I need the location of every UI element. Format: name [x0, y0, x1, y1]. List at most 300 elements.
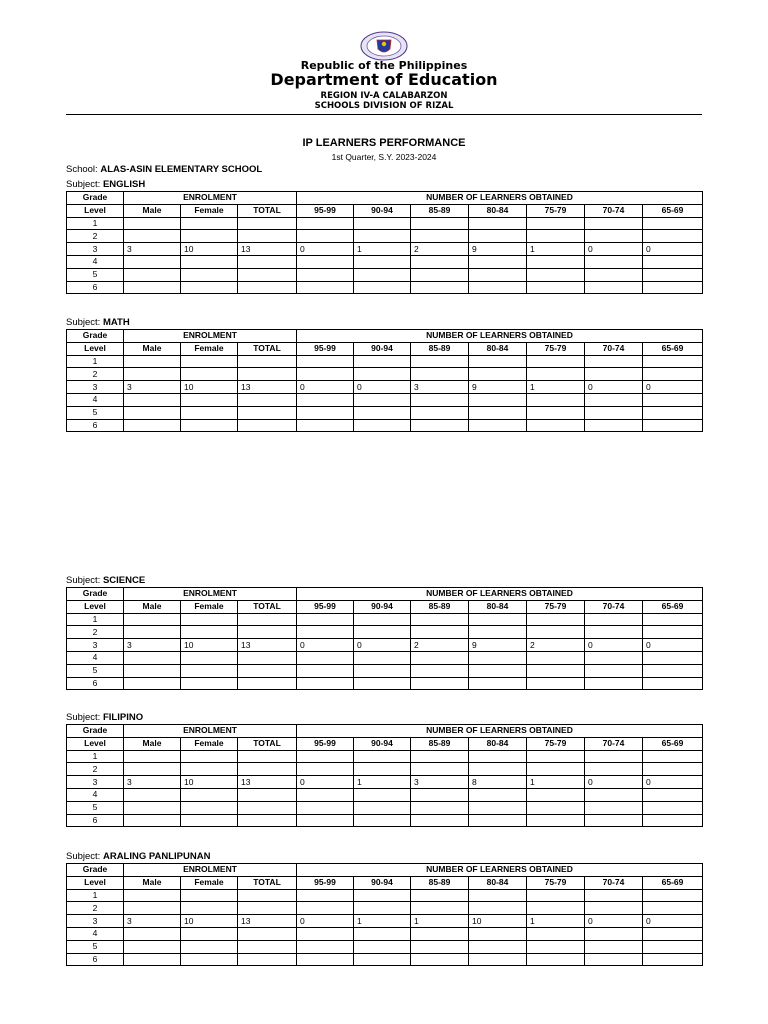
table-cell [297, 927, 354, 940]
table-cell [527, 626, 585, 639]
enrolment-header: ENROLMENT [124, 864, 297, 877]
grade-level-cell: 6 [67, 953, 124, 966]
table-cell [354, 750, 411, 763]
grade-level-cell: 4 [67, 393, 124, 406]
table-cell: 9 [469, 243, 527, 256]
table-cell: 3 [124, 915, 181, 928]
table-cell [297, 255, 354, 268]
table-cell [411, 368, 469, 381]
table-cell [238, 268, 297, 281]
level-header: Level [67, 204, 124, 217]
table-cell [238, 406, 297, 419]
table-cell [124, 368, 181, 381]
table-cell [585, 368, 643, 381]
table-cell: 0 [643, 243, 703, 256]
grade-level-cell: 5 [67, 406, 124, 419]
table-cell [238, 889, 297, 902]
table-cell [297, 677, 354, 690]
table-cell: 2 [411, 639, 469, 652]
total-header: TOTAL [238, 737, 297, 750]
grade-level-cell: 1 [67, 355, 124, 368]
table-cell [181, 801, 238, 814]
table-cell: 13 [238, 243, 297, 256]
table-cell [297, 281, 354, 294]
table-cell: 3 [411, 776, 469, 789]
table-cell [181, 664, 238, 677]
range-header: 70-74 [585, 342, 643, 355]
performance-table [66, 724, 703, 827]
division-heading: SCHOOLS DIVISION OF RIZAL [314, 101, 454, 111]
table-cell [469, 814, 527, 827]
table-cell [411, 889, 469, 902]
table-cell: 1 [527, 243, 585, 256]
table-cell [124, 763, 181, 776]
table-cell [411, 763, 469, 776]
male-header: Male [124, 876, 181, 889]
table-cell [411, 902, 469, 915]
table-cell [469, 801, 527, 814]
table-cell: 0 [585, 381, 643, 394]
grade-level-cell: 2 [67, 763, 124, 776]
republic-heading: Republic of the Philippines [300, 59, 468, 72]
table-cell: 0 [643, 381, 703, 394]
table-cell [181, 677, 238, 690]
table-cell [354, 677, 411, 690]
table-cell [238, 419, 297, 432]
table-row [67, 953, 703, 966]
female-header: Female [181, 342, 238, 355]
table-cell [527, 255, 585, 268]
table-header-row [67, 600, 703, 613]
range-header: 85-89 [411, 204, 469, 217]
table-cell [297, 626, 354, 639]
table-cell: 10 [469, 915, 527, 928]
table-cell [643, 613, 703, 626]
table-cell: 1 [527, 915, 585, 928]
table-cell [643, 406, 703, 419]
subject-line [66, 575, 145, 586]
table-cell [643, 664, 703, 677]
table-cell [411, 664, 469, 677]
table-row [67, 776, 703, 789]
table-row [67, 814, 703, 827]
table-cell [585, 801, 643, 814]
table-cell [297, 889, 354, 902]
grade-level-cell: 6 [67, 419, 124, 432]
grade-level-cell: 3 [67, 243, 124, 256]
table-cell: 0 [354, 639, 411, 652]
table-cell [411, 355, 469, 368]
school-name: ALAS-ASIN ELEMENTARY SCHOOL [100, 164, 263, 175]
table-row [67, 393, 703, 406]
table-cell: 13 [238, 915, 297, 928]
table-cell [238, 677, 297, 690]
table-cell [124, 902, 181, 915]
table-cell [643, 927, 703, 940]
table-cell [643, 355, 703, 368]
table-cell [354, 368, 411, 381]
table-row [67, 406, 703, 419]
subject-name: ARALING PANLIPUNAN [102, 851, 211, 862]
table-cell: 9 [469, 381, 527, 394]
table-header-row [67, 737, 703, 750]
table-cell [124, 419, 181, 432]
table-cell [181, 419, 238, 432]
table-cell [411, 651, 469, 664]
grade-level-cell: 2 [67, 626, 124, 639]
table-cell [469, 927, 527, 940]
table-cell [124, 750, 181, 763]
table-cell [469, 664, 527, 677]
table-cell [297, 406, 354, 419]
table-cell [643, 750, 703, 763]
table-cell [643, 902, 703, 915]
table-cell [585, 355, 643, 368]
table-cell [585, 750, 643, 763]
enrolment-header: ENROLMENT [124, 330, 297, 343]
table-row [67, 626, 703, 639]
table-cell [297, 940, 354, 953]
table-cell [181, 393, 238, 406]
table-cell [643, 763, 703, 776]
table-cell [181, 953, 238, 966]
table-cell [238, 255, 297, 268]
grade-level-cell: 6 [67, 814, 124, 827]
table-cell [181, 940, 238, 953]
table-cell: 9 [469, 639, 527, 652]
table-cell [124, 281, 181, 294]
table-cell [411, 230, 469, 243]
table-cell: 10 [181, 381, 238, 394]
table-cell [527, 393, 585, 406]
table-cell [469, 788, 527, 801]
female-header: Female [181, 737, 238, 750]
grade-level-cell: 2 [67, 368, 124, 381]
table-cell [643, 368, 703, 381]
table-cell [585, 664, 643, 677]
table-cell [297, 613, 354, 626]
level-header: Level [67, 737, 124, 750]
table-cell [585, 889, 643, 902]
table-cell [469, 406, 527, 419]
table-cell [238, 940, 297, 953]
table-cell: 3 [124, 776, 181, 789]
total-header: TOTAL [238, 876, 297, 889]
table-cell [411, 613, 469, 626]
table-cell [124, 664, 181, 677]
table-row [67, 651, 703, 664]
level-header: Level [67, 342, 124, 355]
table-cell [469, 268, 527, 281]
range-header: 70-74 [585, 876, 643, 889]
table-cell [354, 281, 411, 294]
range-header: 80-84 [469, 342, 527, 355]
table-cell [238, 393, 297, 406]
range-header: 85-89 [411, 737, 469, 750]
table-cell [469, 368, 527, 381]
table-cell [297, 393, 354, 406]
table-cell [643, 801, 703, 814]
table-header-row [67, 330, 703, 343]
table-cell [585, 626, 643, 639]
grade-header: Grade [67, 725, 124, 738]
table-cell: 0 [585, 915, 643, 928]
table-cell [124, 230, 181, 243]
school-line [66, 164, 262, 175]
enrolment-header: ENROLMENT [124, 725, 297, 738]
range-header: 65-69 [643, 600, 703, 613]
grade-level-cell: 6 [67, 677, 124, 690]
table-cell [124, 788, 181, 801]
range-header: 85-89 [411, 876, 469, 889]
range-header: 70-74 [585, 737, 643, 750]
table-header-row [67, 725, 703, 738]
table-cell [181, 230, 238, 243]
table-cell [354, 814, 411, 827]
table-cell [238, 763, 297, 776]
table-cell [354, 788, 411, 801]
table-cell [238, 281, 297, 294]
total-header: TOTAL [238, 342, 297, 355]
header-divider [66, 114, 702, 115]
obtained-header: NUMBER OF LEARNERS OBTAINED [297, 588, 703, 601]
table-cell: 0 [585, 639, 643, 652]
table-cell [181, 368, 238, 381]
report-quarter: 1st Quarter, S.Y. 2023-2024 [331, 152, 437, 162]
table-header-row [67, 588, 703, 601]
table-cell [643, 953, 703, 966]
table-cell [469, 255, 527, 268]
table-cell [297, 664, 354, 677]
table-cell [354, 393, 411, 406]
table-cell [527, 788, 585, 801]
table-cell [297, 953, 354, 966]
level-header: Level [67, 876, 124, 889]
range-header: 90-94 [354, 876, 411, 889]
table-cell [238, 651, 297, 664]
table-cell [585, 927, 643, 940]
table-cell [238, 814, 297, 827]
grade-level-cell: 4 [67, 255, 124, 268]
table-cell [527, 664, 585, 677]
range-header: 75-79 [527, 737, 585, 750]
table-cell [181, 750, 238, 763]
table-cell [469, 393, 527, 406]
range-header: 65-69 [643, 876, 703, 889]
table-cell: 3 [411, 381, 469, 394]
table-cell: 0 [297, 915, 354, 928]
range-header: 95-99 [297, 876, 354, 889]
obtained-header: NUMBER OF LEARNERS OBTAINED [297, 725, 703, 738]
table-cell [585, 940, 643, 953]
table-cell [124, 268, 181, 281]
table-cell [238, 355, 297, 368]
table-cell: 0 [297, 639, 354, 652]
range-header: 90-94 [354, 600, 411, 613]
table-cell [527, 940, 585, 953]
table-cell: 8 [469, 776, 527, 789]
table-cell [469, 626, 527, 639]
performance-table [66, 191, 703, 294]
table-cell [297, 419, 354, 432]
table-cell [354, 940, 411, 953]
table-cell [585, 393, 643, 406]
grade-level-cell: 2 [67, 230, 124, 243]
table-cell [181, 406, 238, 419]
level-header: Level [67, 600, 124, 613]
grade-level-cell: 3 [67, 776, 124, 789]
table-cell [585, 613, 643, 626]
table-cell [469, 651, 527, 664]
table-cell [238, 217, 297, 230]
range-header: 75-79 [527, 204, 585, 217]
table-cell [354, 902, 411, 915]
table-cell [643, 393, 703, 406]
table-cell [527, 889, 585, 902]
obtained-header: NUMBER OF LEARNERS OBTAINED [297, 864, 703, 877]
table-cell: 1 [527, 381, 585, 394]
table-cell [411, 406, 469, 419]
table-cell [527, 281, 585, 294]
grade-header: Grade [67, 864, 124, 877]
table-cell: 2 [527, 639, 585, 652]
range-header: 95-99 [297, 204, 354, 217]
table-cell [527, 801, 585, 814]
table-cell [297, 801, 354, 814]
table-row [67, 677, 703, 690]
range-header: 80-84 [469, 204, 527, 217]
range-header: 65-69 [643, 204, 703, 217]
table-row [67, 381, 703, 394]
grade-level-cell: 4 [67, 927, 124, 940]
subject-name: SCIENCE [102, 575, 146, 586]
grade-level-cell: 5 [67, 940, 124, 953]
table-row [67, 268, 703, 281]
table-cell [354, 889, 411, 902]
table-cell [297, 230, 354, 243]
table-cell [297, 750, 354, 763]
table-cell [354, 217, 411, 230]
table-cell [527, 613, 585, 626]
table-cell [585, 217, 643, 230]
table-cell [411, 255, 469, 268]
table-row [67, 763, 703, 776]
table-cell [469, 613, 527, 626]
table-cell [527, 419, 585, 432]
table-cell [354, 927, 411, 940]
table-cell [354, 763, 411, 776]
subject-label: Subject: [66, 712, 101, 723]
table-row [67, 801, 703, 814]
grade-header: Grade [67, 588, 124, 601]
table-cell [469, 902, 527, 915]
table-cell [643, 626, 703, 639]
table-cell [354, 255, 411, 268]
table-row [67, 217, 703, 230]
table-cell [643, 788, 703, 801]
table-cell: 10 [181, 639, 238, 652]
table-row [67, 889, 703, 902]
table-cell [181, 613, 238, 626]
table-cell [181, 651, 238, 664]
subject-label: Subject: [66, 317, 101, 328]
table-cell [181, 626, 238, 639]
table-cell [469, 889, 527, 902]
table-cell [354, 801, 411, 814]
table-cell [469, 940, 527, 953]
range-header: 70-74 [585, 204, 643, 217]
performance-table [66, 863, 703, 966]
table-cell: 1 [354, 243, 411, 256]
table-cell [643, 651, 703, 664]
table-cell [527, 927, 585, 940]
table-cell [124, 255, 181, 268]
grade-level-cell: 1 [67, 613, 124, 626]
table-row [67, 419, 703, 432]
table-cell [527, 677, 585, 690]
table-cell: 13 [238, 381, 297, 394]
table-cell [124, 677, 181, 690]
table-cell [124, 889, 181, 902]
table-cell [643, 255, 703, 268]
table-cell [238, 788, 297, 801]
table-cell: 0 [643, 915, 703, 928]
table-row [67, 255, 703, 268]
table-cell: 0 [643, 639, 703, 652]
table-cell [238, 664, 297, 677]
male-header: Male [124, 737, 181, 750]
table-cell [124, 940, 181, 953]
table-cell [527, 368, 585, 381]
table-cell [124, 406, 181, 419]
grade-level-cell: 1 [67, 217, 124, 230]
subject-name: MATH [102, 317, 130, 328]
table-cell [411, 393, 469, 406]
table-cell [238, 368, 297, 381]
table-cell [585, 419, 643, 432]
total-header: TOTAL [238, 600, 297, 613]
range-header: 90-94 [354, 342, 411, 355]
table-cell [527, 651, 585, 664]
table-cell [527, 902, 585, 915]
table-cell: 0 [297, 776, 354, 789]
table-cell [585, 788, 643, 801]
table-cell: 0 [354, 381, 411, 394]
table-cell [297, 368, 354, 381]
range-header: 95-99 [297, 600, 354, 613]
table-cell: 0 [297, 381, 354, 394]
table-cell [238, 230, 297, 243]
table-cell [124, 626, 181, 639]
enrolment-header: ENROLMENT [124, 588, 297, 601]
subject-line [66, 851, 210, 862]
range-header: 80-84 [469, 737, 527, 750]
table-cell [124, 651, 181, 664]
table-cell [527, 953, 585, 966]
table-row [67, 788, 703, 801]
table-cell [527, 763, 585, 776]
table-cell [354, 651, 411, 664]
subject-line [66, 179, 145, 190]
table-cell [527, 814, 585, 827]
table-cell: 1 [354, 776, 411, 789]
table-cell [297, 268, 354, 281]
table-cell [124, 801, 181, 814]
table-cell [238, 626, 297, 639]
table-cell [238, 902, 297, 915]
table-cell [181, 217, 238, 230]
table-cell: 10 [181, 915, 238, 928]
